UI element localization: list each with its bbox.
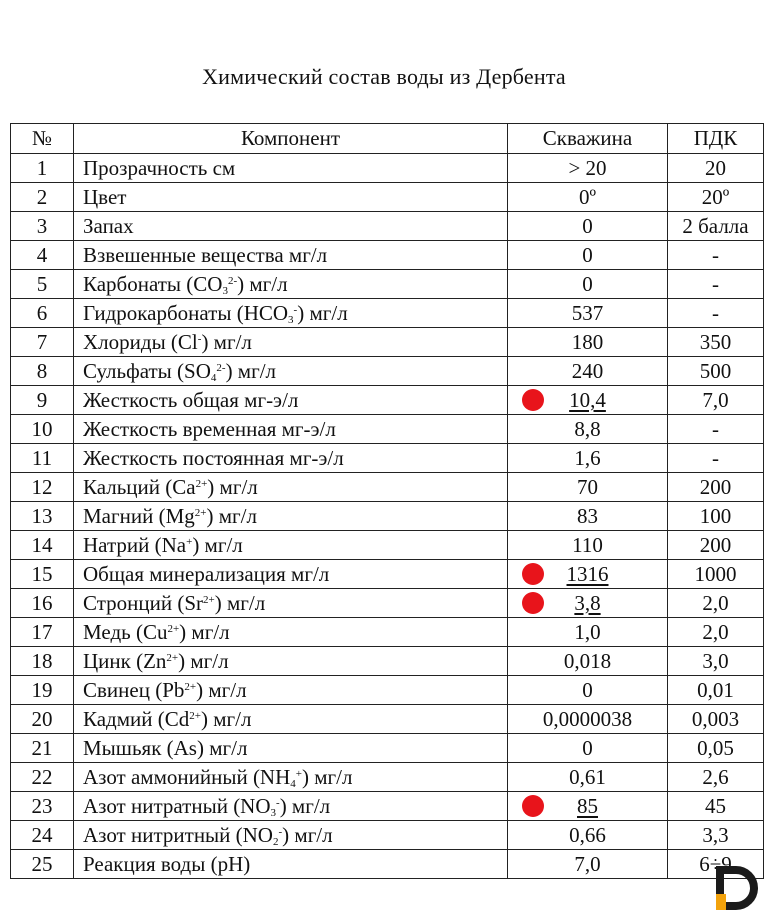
component-text-part: ) мг/л <box>279 793 331 818</box>
well-value-cell <box>508 270 668 299</box>
pdk-value: 2,0 <box>668 589 764 618</box>
pdk-value: - <box>668 270 764 299</box>
component-text-part: 3 <box>222 284 228 297</box>
pdk-value: 350 <box>668 328 764 357</box>
row-number: 11 <box>11 444 74 473</box>
well-value-cell <box>508 386 668 415</box>
well-value: 70 <box>577 474 598 499</box>
component-text-part: Сульфаты (SO <box>83 358 211 383</box>
component-name <box>74 531 508 560</box>
row-number: 5 <box>11 270 74 299</box>
component-text-part: - <box>197 332 202 345</box>
component-name <box>74 821 508 850</box>
component-name <box>74 299 508 328</box>
component-name <box>74 212 508 241</box>
water-composition-table <box>10 123 764 879</box>
pdk-value: 0,05 <box>668 734 764 763</box>
well-value-cell <box>508 589 668 618</box>
component-text-part: Взвешенные вещества мг/л <box>83 242 328 267</box>
component-text-part: + <box>186 535 193 548</box>
row-number: 17 <box>11 618 74 647</box>
component-text-part: ) мг/л <box>201 329 252 354</box>
well-value: 10,4 <box>569 387 606 412</box>
component-text-part: 2+ <box>195 477 208 490</box>
component-name <box>74 589 508 618</box>
component-name <box>74 183 508 212</box>
well-value: 1,0 <box>574 619 601 644</box>
well-value: 3,8 <box>574 590 601 615</box>
well-value-cell <box>508 821 668 850</box>
row-number: 22 <box>11 763 74 792</box>
component-text-part: ) мг/л <box>225 358 277 383</box>
component-text-part: 2+ <box>194 506 207 519</box>
table-row <box>11 560 764 589</box>
table-row <box>11 444 764 473</box>
component-text-part: Свинец (Pb <box>83 677 185 702</box>
component-name <box>74 763 508 792</box>
exceeds-limit-marker-icon <box>522 795 544 817</box>
table-row <box>11 618 764 647</box>
table-row <box>11 154 764 183</box>
component-text-part: 4 <box>210 371 217 384</box>
header-pdk: ПДК <box>668 124 764 154</box>
pdk-value: 200 <box>668 531 764 560</box>
pdk-value: - <box>668 241 764 270</box>
component-text-part: ) мг/л <box>179 619 230 644</box>
well-value: > 20 <box>568 155 607 180</box>
pdk-value: 45 <box>668 792 764 821</box>
pdk-value: 1000 <box>668 560 764 589</box>
table-row <box>11 676 764 705</box>
row-number: 19 <box>11 676 74 705</box>
pdk-value: 2 балла <box>668 212 764 241</box>
component-name <box>74 241 508 270</box>
well-value-cell <box>508 328 668 357</box>
component-text-part: ) мг/л <box>301 764 353 789</box>
component-text-part: ) мг/л <box>207 474 258 499</box>
row-number: 3 <box>11 212 74 241</box>
well-value: 180 <box>571 329 604 354</box>
table-row <box>11 734 764 763</box>
well-value-cell <box>508 299 668 328</box>
pdk-value: 3,0 <box>668 647 764 676</box>
component-text-part: Магний (Mg <box>83 503 195 528</box>
component-text-part: Кальций (Ca <box>83 474 196 499</box>
well-value-cell <box>508 473 668 502</box>
component-text-part: ) мг/л <box>206 503 257 528</box>
well-value: 110 <box>572 532 603 557</box>
component-text-part: ) мг/л <box>196 677 247 702</box>
pdk-value: 20º <box>668 183 764 212</box>
well-value: 0 <box>582 271 593 296</box>
header-well: Скважина <box>508 124 668 154</box>
pdk-value: 7,0 <box>668 386 764 415</box>
table-row <box>11 850 764 879</box>
component-text-part: Медь (Cu <box>83 619 168 644</box>
component-text-part: Цинк (Zn <box>83 648 167 673</box>
component-text-part: Кадмий (Cd <box>83 706 190 731</box>
well-value-cell <box>508 705 668 734</box>
exceeds-limit-marker-icon <box>522 389 544 411</box>
component-text-part: Жесткость временная мг-э/л <box>83 416 336 441</box>
pdk-value: 2,6 <box>668 763 764 792</box>
row-number: 9 <box>11 386 74 415</box>
component-name <box>74 357 508 386</box>
table-row <box>11 589 764 618</box>
component-name <box>74 270 508 299</box>
well-value-cell <box>508 357 668 386</box>
component-text-part: Прозрачность см <box>83 155 236 180</box>
row-number: 14 <box>11 531 74 560</box>
component-name <box>74 154 508 183</box>
well-value: 7,0 <box>574 851 601 876</box>
component-text-part: - <box>293 303 298 316</box>
component-text-part: Запах <box>83 213 134 238</box>
component-text-part: Хлориды (Cl <box>83 329 198 354</box>
well-value-cell <box>508 154 668 183</box>
component-text-part: ) мг/л <box>297 300 348 325</box>
component-text-part: + <box>295 767 302 780</box>
component-name <box>74 328 508 357</box>
component-text-part: Азот нитритный (NO <box>83 822 273 847</box>
component-text-part: 2+ <box>189 709 201 722</box>
pdk-value: 20 <box>668 154 764 183</box>
table-row <box>11 531 764 560</box>
component-text-part: Общая минерализация мг/л <box>83 561 330 586</box>
well-value: 0 <box>582 242 593 267</box>
well-value: 85 <box>577 793 598 818</box>
table-row <box>11 299 764 328</box>
pdk-value: 3,3 <box>668 821 764 850</box>
component-text-part: Реакция воды (pH) <box>83 851 251 876</box>
row-number: 4 <box>11 241 74 270</box>
pdk-value: 100 <box>668 502 764 531</box>
well-value-cell <box>508 212 668 241</box>
table-row <box>11 763 764 792</box>
well-value-cell <box>508 734 668 763</box>
row-number: 21 <box>11 734 74 763</box>
document-title: Химический состав воды из Дербента <box>202 64 566 89</box>
row-number: 2 <box>11 183 74 212</box>
well-value-cell <box>508 792 668 821</box>
well-value-cell <box>508 183 668 212</box>
component-text-part: ) мг/л <box>282 822 333 847</box>
component-text-part: Жесткость общая мг-э/л <box>83 387 299 412</box>
component-name <box>74 676 508 705</box>
component-text-part: 2- <box>227 274 238 287</box>
component-text-part: 2 <box>272 835 279 848</box>
well-value-cell <box>508 647 668 676</box>
well-value-cell <box>508 618 668 647</box>
well-value: 1316 <box>566 561 609 586</box>
pdk-value: 200 <box>668 473 764 502</box>
well-value-cell <box>508 676 668 705</box>
row-number: 10 <box>11 415 74 444</box>
well-value-cell <box>508 850 668 879</box>
component-text-part: 4 <box>290 777 296 790</box>
component-text-part: ) мг/л <box>192 532 243 557</box>
table-row <box>11 386 764 415</box>
pdk-value: - <box>668 444 764 473</box>
table-row <box>11 502 764 531</box>
table-row <box>11 357 764 386</box>
component-text-part: 2+ <box>184 680 197 693</box>
well-value: 0 <box>582 677 593 702</box>
component-name <box>74 618 508 647</box>
pdk-value: 500 <box>668 357 764 386</box>
well-value: 0,018 <box>563 648 612 673</box>
pdk-value: - <box>668 415 764 444</box>
pdk-value: - <box>668 299 764 328</box>
row-number: 24 <box>11 821 74 850</box>
component-text-part: Цвет <box>83 184 127 209</box>
component-text-part: Азот аммонийный (NH <box>83 764 291 789</box>
table-row <box>11 183 764 212</box>
table-row <box>11 821 764 850</box>
well-value: 0,61 <box>569 764 606 789</box>
table-row <box>11 328 764 357</box>
row-number: 6 <box>11 299 74 328</box>
component-name <box>74 502 508 531</box>
well-value-cell <box>508 502 668 531</box>
table-row <box>11 473 764 502</box>
component-text-part: Натрий (Na <box>83 532 187 557</box>
exceeds-limit-marker-icon <box>522 592 544 614</box>
row-number: 16 <box>11 589 74 618</box>
component-text-part: Мышьяк (As) мг/л <box>83 735 248 760</box>
pdk-value: 0,003 <box>668 705 764 734</box>
row-number: 7 <box>11 328 74 357</box>
row-number: 20 <box>11 705 74 734</box>
well-value: 240 <box>571 358 604 383</box>
well-value: 0,0000038 <box>542 706 633 731</box>
row-number: 8 <box>11 357 74 386</box>
row-number: 23 <box>11 792 74 821</box>
well-value: 0º <box>578 184 596 209</box>
brand-logo-icon <box>712 862 764 914</box>
component-text-part: Азот нитратный (NO <box>83 793 271 818</box>
table-row <box>11 647 764 676</box>
well-value-cell <box>508 444 668 473</box>
component-name <box>74 705 508 734</box>
pdk-value: 0,01 <box>668 676 764 705</box>
table-row <box>11 792 764 821</box>
table-row <box>11 241 764 270</box>
component-name <box>74 415 508 444</box>
component-name <box>74 386 508 415</box>
row-number: 18 <box>11 647 74 676</box>
row-number: 1 <box>11 154 74 183</box>
well-value-cell <box>508 763 668 792</box>
row-number: 12 <box>11 473 74 502</box>
well-value-cell <box>508 560 668 589</box>
component-text-part: 2- <box>216 361 226 374</box>
table-body <box>11 154 764 879</box>
component-text-part: ) мг/л <box>178 648 229 673</box>
well-value-cell <box>508 531 668 560</box>
well-value: 0,66 <box>569 822 606 847</box>
component-name <box>74 473 508 502</box>
well-value-cell <box>508 241 668 270</box>
component-text-part: ) мг/л <box>200 706 252 731</box>
well-value: 537 <box>571 300 604 325</box>
component-name <box>74 444 508 473</box>
table-row <box>11 705 764 734</box>
header-number: № <box>11 124 74 154</box>
component-name <box>74 850 508 879</box>
component-text-part: Жесткость постоянная мг-э/л <box>83 445 344 470</box>
pdk-value: 2,0 <box>668 618 764 647</box>
component-text-part: - <box>276 796 280 809</box>
well-value: 0 <box>582 735 593 760</box>
well-value: 0 <box>582 213 593 238</box>
header-component: Компонент <box>74 124 508 154</box>
table-row <box>11 415 764 444</box>
component-text-part: Карбонаты (CO <box>83 271 223 296</box>
component-text-part: ) мг/л <box>214 590 266 615</box>
table-row <box>11 270 764 299</box>
pdk-value: 6÷9 <box>668 850 764 879</box>
component-text-part: 2+ <box>167 622 180 635</box>
component-text-part: 3 <box>270 806 277 819</box>
well-value: 8,8 <box>574 416 601 441</box>
exceeds-limit-marker-icon <box>522 563 544 585</box>
component-text-part: - <box>278 825 283 838</box>
component-name <box>74 560 508 589</box>
row-number: 13 <box>11 502 74 531</box>
component-name <box>74 734 508 763</box>
well-value-cell <box>508 415 668 444</box>
component-text-part: Гидрокарбонаты (HCO <box>83 300 289 325</box>
component-text-part: 3 <box>288 313 294 326</box>
well-value: 83 <box>577 503 598 528</box>
well-value: 1,6 <box>574 445 601 470</box>
component-text-part: Стронций (Sr <box>83 590 204 615</box>
table-header-row <box>11 124 764 154</box>
table-row <box>11 212 764 241</box>
component-text-part: 2+ <box>166 651 179 664</box>
component-text-part: ) мг/л <box>237 271 288 296</box>
row-number: 15 <box>11 560 74 589</box>
component-name <box>74 647 508 676</box>
row-number: 25 <box>11 850 74 879</box>
component-text-part: 2+ <box>203 593 215 606</box>
component-name <box>74 792 508 821</box>
